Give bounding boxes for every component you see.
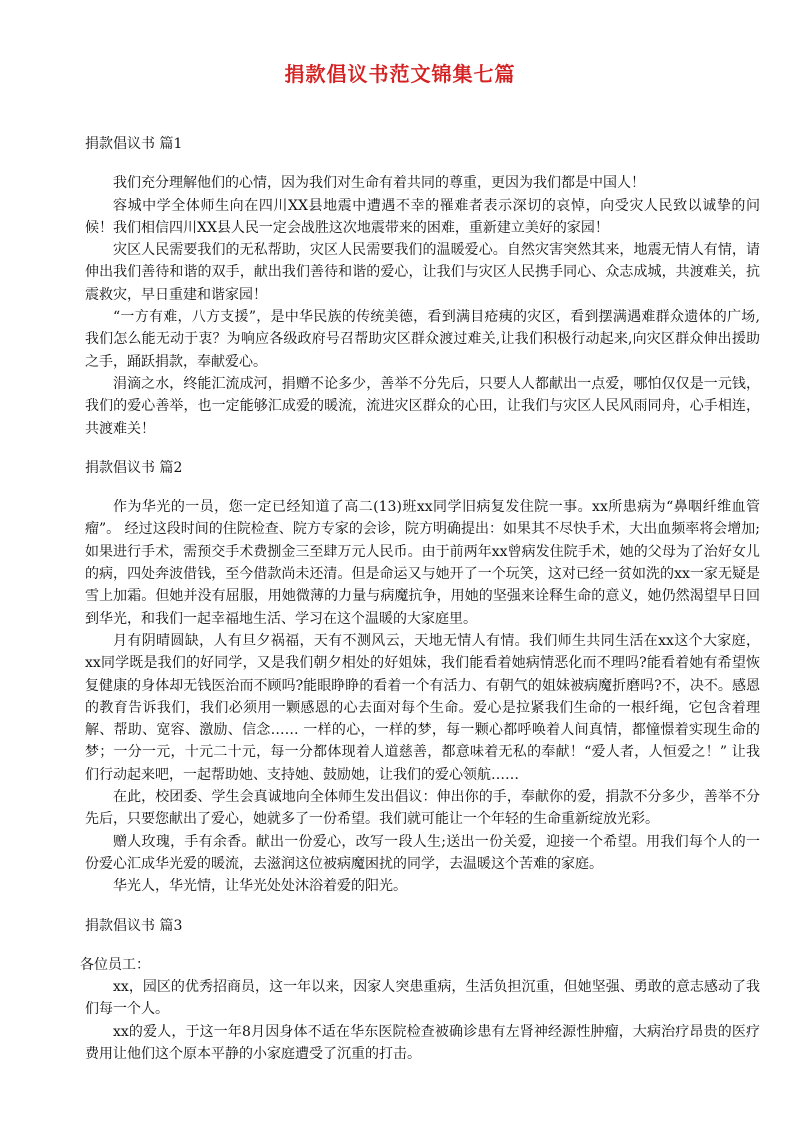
paragraph: xx，园区的优秀招商员，这一年以来，因家人突患重病，生活负担沉重，但她坚强、勇敢的意志感动了我们每一个人。 (85, 979, 760, 1018)
document-title: 捐款倡议书范文锦集七篇 (284, 62, 516, 86)
paragraph: 在此，校团委、学生会真诚地向全体师生发出倡议：伸出你的手，奉献你的爱，捐款不分多少，善举不分先后，只要您献出了爱心，她就多了一份希望。我们就可能让一个年轻的生命重新绽放光彩。 (85, 789, 760, 828)
paragraph: 华光人，华光情，让华光处处沐浴着爱的阳光。 (113, 878, 407, 895)
paragraph: 我们充分理解他们的心情，因为我们对生命有着共同的尊重，更因为我们都是中国人！ (113, 175, 645, 192)
document-body (80, 133, 760, 1065)
paragraph: 灾区人民需要我们的无私帮助，灾区人民需要我们的温暖爱心。自然灾害突然其来，地震无情人有情，请伸出我们善待和谐的双手，献出我们善待和谐的爱心，让我们与灾区人民携手同心、众志成城，共渡难关，抗震救灾，早日重建和谐家园！ (85, 242, 760, 303)
paragraph: 作为华光的一员，您一定已经知道了高二(13)班xx同学旧病复发住院一事。xx所患病为“鼻咽纤维血管瘤”。 经过这段时间的住院检查、院方专家的会诊，院方明确提出：如果其不尽快手术，大出血频率将会增加;如果进行手术，需预交手术费捌金三至肆万元人民币。由于前两年xx曾病发住院手术，她的父母为了治好女儿的病，四处奔波借钱，至今借款尚未还清。但是命运又与她开了一个玩笑，这对已经一贫如洗的xx一家无疑是雪上加霜。但她并没有屈服，用她微薄的力量与病魔抗争，用她的坚强来诠释生命的意义，她仍然渴望早日回到华光，和我们一起幸福地生活、学习在这个温暖的大家庭里。 (85, 499, 760, 627)
paragraph: “一方有难，八方支援”，是中华民族的传统美德，看到满目疮痍的灾区，看到摆满遇难群众遗体的广场,我们怎么能无动于衷？为响应各级政府号召帮助灾区群众渡过难关,让我们积极行动起来,向灾区群众伸出援助之手，踊跃捐款，奉献爱心。 (85, 309, 760, 370)
paragraph: xx的爱人，于这一年8月因身体不适在华东医院检查被确诊患有左肾神经源性肿瘤，大病治疗昂贵的医疗费用让他们这个原本平静的小家庭遭受了沉重的打击。 (85, 1023, 760, 1062)
paragraph: 月有阴晴圆缺，人有旦夕祸福，天有不测风云，天地无情人有情。我们师生共同生活在xx这个大家庭，xx同学既是我们的好同学，又是我们朝夕相处的好姐妹，我们能看着她病情恶化而不理吗?能看着她有希望恢复健康的身体却无钱医治而不顾吗?能眼睁睁的看着一个有活力、有朝气的姐妹被病魔折磨吗?不，决不。感恩的教育告诉我们，我们必须用一颗感恩的心去面对每个生命。爱心是拉紧我们生命的一根纤绳，它包含着理解、帮助、宽容、激励、信念…… 一样的心，一样的梦，每一颗心都呼唤着人间真情，都憧憬着实现生命的梦；一分一元，十元二十元，每一分都体现着人道慈善，都意味着无私的奉献！“爱人者，人恒爱之！” 让我们行动起来吧，一起帮助她、支持她、鼓励她，让我们的爱心领航…… (85, 632, 760, 783)
section-heading-1: 捐款倡议书 篇1 (85, 136, 183, 152)
section-heading-2: 捐款倡议书 篇2 (85, 459, 183, 476)
paragraph: 容城中学全体师生向在四川XX县地震中遭遇不幸的罹难者表示深切的哀悼，向受灾人民致以诚挚的问候！我们相信四川XX县人民一定会战胜这次地震带来的困难，重新建立美好的家园！ (85, 197, 760, 236)
paragraph: 赠人玫瑰，手有余香。献出一份爱心，改写一段人生;送出一份关爱，迎接一个希望。用我们每个人的一份爱心汇成华光爱的暖流，去滋润这位被病魔困扰的同学，去温暖这个苦难的家庭。 (85, 833, 760, 872)
paragraph: 涓滴之水，终能汇流成河，捐赠不论多少，善举不分先后，只要人人都献出一点爱，哪怕仅仅是一元钱，我们的爱心善举，也一定能够汇成爱的暖流，流进灾区群众的心田，让我们与灾区人民风雨同舟，心手相连，共渡难关！ (85, 375, 760, 437)
section-heading-3: 捐款倡议书 篇3 (85, 917, 183, 934)
salutation: 各位员工： (80, 956, 150, 973)
